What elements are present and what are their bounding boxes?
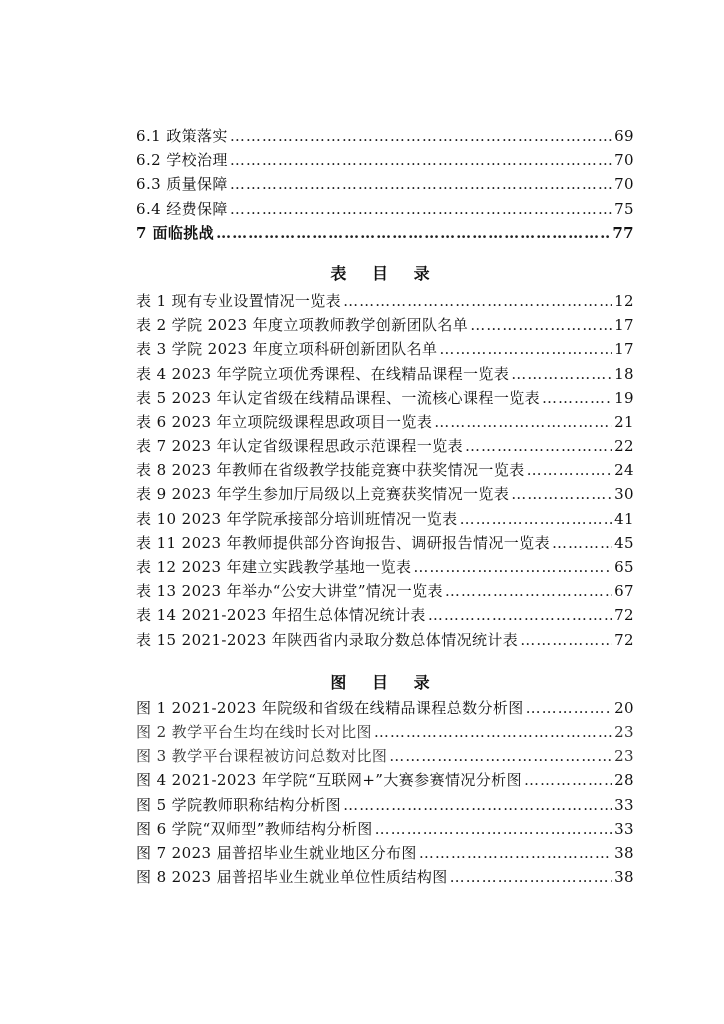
table-toc-entry[interactable] (136, 555, 634, 579)
toc-page-number: 33 (614, 795, 634, 814)
toc-entry-text: 表 7 2023 年认定省级课程思政示范课程一览表 (136, 437, 464, 456)
toc-leader (552, 531, 612, 555)
toc-leader (511, 482, 612, 506)
toc-entry[interactable] (136, 172, 634, 196)
toc-entry-text: 6.3 质量保障 (136, 175, 228, 194)
toc-leader (216, 221, 610, 245)
table-toc-entry[interactable] (136, 507, 634, 531)
toc-entry-text: 表 3 学院 2023 年度立项科研创新团队名单 (136, 340, 438, 359)
table-toc-entry[interactable] (136, 628, 634, 652)
toc-leader (460, 507, 613, 531)
toc-leader (542, 386, 612, 410)
toc-entry-text: 表 6 2023 年立项院级课程思政项目一览表 (136, 412, 433, 431)
toc-page-number: 24 (614, 461, 634, 480)
toc-entry-text: 表 10 2023 年学院承接部分培训班情况一览表 (136, 509, 458, 528)
toc-leader (428, 603, 612, 627)
toc-page-number: 70 (614, 151, 634, 170)
toc-entry-text: 图 7 2023 届普招毕业生就业地区分布图 (136, 843, 417, 862)
tables-toc-list (136, 289, 634, 652)
toc-page-number: 12 (614, 291, 634, 310)
toc-leader (419, 841, 612, 865)
toc-leader (470, 313, 612, 337)
figure-toc-entry[interactable] (136, 865, 634, 889)
toc-entry-text: 表 5 2023 年认定省级在线精品课程、一流核心课程一览表 (136, 388, 541, 407)
toc-page-number: 23 (614, 722, 634, 741)
table-toc-entry[interactable] (136, 289, 634, 313)
toc-entry-text: 图 2 教学平台生均在线时长对比图 (136, 722, 372, 741)
toc-entry-text: 表 14 2021-2023 年招生总体情况统计表 (136, 606, 426, 625)
toc-page-number: 22 (614, 437, 634, 456)
toc-leader (230, 172, 612, 196)
toc-entry-text: 表 8 2023 年教师在省级教学技能竞赛中获奖情况一览表 (136, 461, 525, 480)
toc-page-number: 67 (614, 582, 634, 601)
toc-page-number: 45 (614, 533, 634, 552)
toc-entry-text: 图 5 学院教师职称结构分析图 (136, 795, 342, 814)
table-toc-entry[interactable] (136, 337, 634, 361)
toc-entry-text: 表 13 2023 年举办“公安大讲堂”情况一览表 (136, 582, 443, 601)
toc-entry[interactable] (136, 197, 634, 221)
toc-page-number: 69 (614, 127, 634, 145)
toc-entry[interactable] (136, 148, 634, 172)
toc-entry-text: 6.1 政策落实 (136, 127, 228, 145)
toc-leader (374, 720, 612, 744)
table-toc-entry[interactable] (136, 386, 634, 410)
toc-entry-text: 表 9 2023 年学生参加厅局级以上竞赛获奖情况一览表 (136, 485, 510, 504)
figures-toc-title: 图 目 录 (330, 672, 440, 692)
toc-entry-text: 表 12 2023 年建立实践教学基地一览表 (136, 558, 412, 576)
toc-entry-text: 表 4 2023 年学院立项优秀课程、在线精品课程一览表 (136, 364, 510, 383)
toc-leader (230, 148, 612, 172)
toc-page-number: 72 (614, 606, 634, 625)
toc-entry-text: 图 1 2021-2023 年院级和省级在线精品课程总数分析图 (136, 698, 524, 717)
toc-page-number: 70 (614, 175, 634, 194)
toc-page-number: 23 (614, 747, 634, 766)
toc-page-number: 19 (614, 388, 634, 407)
toc-entry[interactable] (136, 221, 634, 245)
toc-page-number: 72 (614, 630, 634, 649)
figure-toc-entry[interactable] (136, 696, 634, 720)
toc-page (136, 124, 634, 889)
toc-leader (230, 197, 612, 221)
toc-page-number: 21 (614, 412, 634, 431)
toc-page-number: 30 (614, 485, 634, 504)
toc-leader (445, 579, 612, 603)
toc-entry-text: 表 11 2023 年教师提供部分咨询报告、调研报告情况一览表 (136, 533, 550, 552)
toc-leader (465, 434, 612, 458)
toc-leader (511, 362, 612, 386)
toc-page-number: 38 (614, 868, 634, 887)
toc-entry-text: 7 面临挑战 (136, 223, 215, 242)
figure-toc-entry[interactable] (136, 841, 634, 865)
toc-page-number: 18 (614, 364, 634, 383)
figure-toc-entry[interactable] (136, 768, 634, 792)
table-toc-entry[interactable] (136, 482, 634, 506)
toc-entry-text: 表 15 2021-2023 年陕西省内录取分数总体情况统计表 (136, 630, 519, 649)
toc-leader (343, 289, 612, 313)
toc-page-number: 38 (614, 843, 634, 862)
figure-toc-entry[interactable] (136, 817, 634, 841)
toc-leader (375, 817, 612, 841)
toc-entry-text: 6.4 经费保障 (136, 199, 228, 218)
toc-page-number: 77 (612, 223, 634, 242)
toc-page-number: 17 (614, 340, 634, 359)
table-toc-entry[interactable] (136, 410, 634, 434)
toc-leader (439, 337, 612, 361)
toc-leader (343, 793, 612, 817)
table-toc-entry[interactable] (136, 313, 634, 337)
toc-leader (527, 458, 612, 482)
toc-entry-text: 图 4 2021-2023 年学院“互联网+”大赛参赛情况分析图 (136, 771, 522, 790)
toc-page-number: 65 (614, 558, 634, 576)
toc-entry-text: 表 2 学院 2023 年度立项教师教学创新团队名单 (136, 316, 469, 335)
toc-leader (524, 768, 612, 792)
toc-leader (413, 555, 612, 579)
figure-toc-entry[interactable] (136, 793, 634, 817)
table-toc-entry[interactable] (136, 603, 634, 627)
toc-page-number: 28 (614, 771, 634, 790)
toc-entry-text: 图 6 学院“双师型”教师结构分析图 (136, 819, 373, 838)
table-toc-entry[interactable] (136, 579, 634, 603)
toc-leader (230, 124, 612, 148)
toc-page-number: 41 (614, 509, 634, 528)
table-toc-entry[interactable] (136, 434, 634, 458)
table-toc-entry[interactable] (136, 362, 634, 386)
toc-leader (526, 696, 612, 720)
toc-page-number: 17 (614, 316, 634, 335)
figures-toc-list (136, 696, 634, 890)
toc-page-number: 75 (614, 199, 634, 218)
table-toc-entry[interactable] (136, 531, 634, 555)
toc-leader (450, 865, 612, 889)
table-toc-entry[interactable] (136, 458, 634, 482)
toc-entry-text: 6.2 学校治理 (136, 151, 228, 170)
tables-toc-title: 表 目 录 (330, 263, 440, 283)
toc-page-number: 33 (614, 819, 634, 838)
toc-entry-text: 图 3 教学平台课程被访问总数对比图 (136, 747, 388, 766)
toc-entry-text: 图 8 2023 届普招毕业生就业单位性质结构图 (136, 868, 448, 887)
toc-leader (520, 628, 612, 652)
toc-leader (389, 744, 612, 768)
section-toc-list (136, 124, 634, 245)
toc-entry[interactable] (136, 124, 634, 148)
toc-page-number: 20 (614, 698, 634, 717)
figure-toc-entry[interactable] (136, 744, 634, 768)
figure-toc-entry[interactable] (136, 720, 634, 744)
toc-leader (434, 410, 612, 434)
toc-entry-text: 表 1 现有专业设置情况一览表 (136, 291, 342, 310)
